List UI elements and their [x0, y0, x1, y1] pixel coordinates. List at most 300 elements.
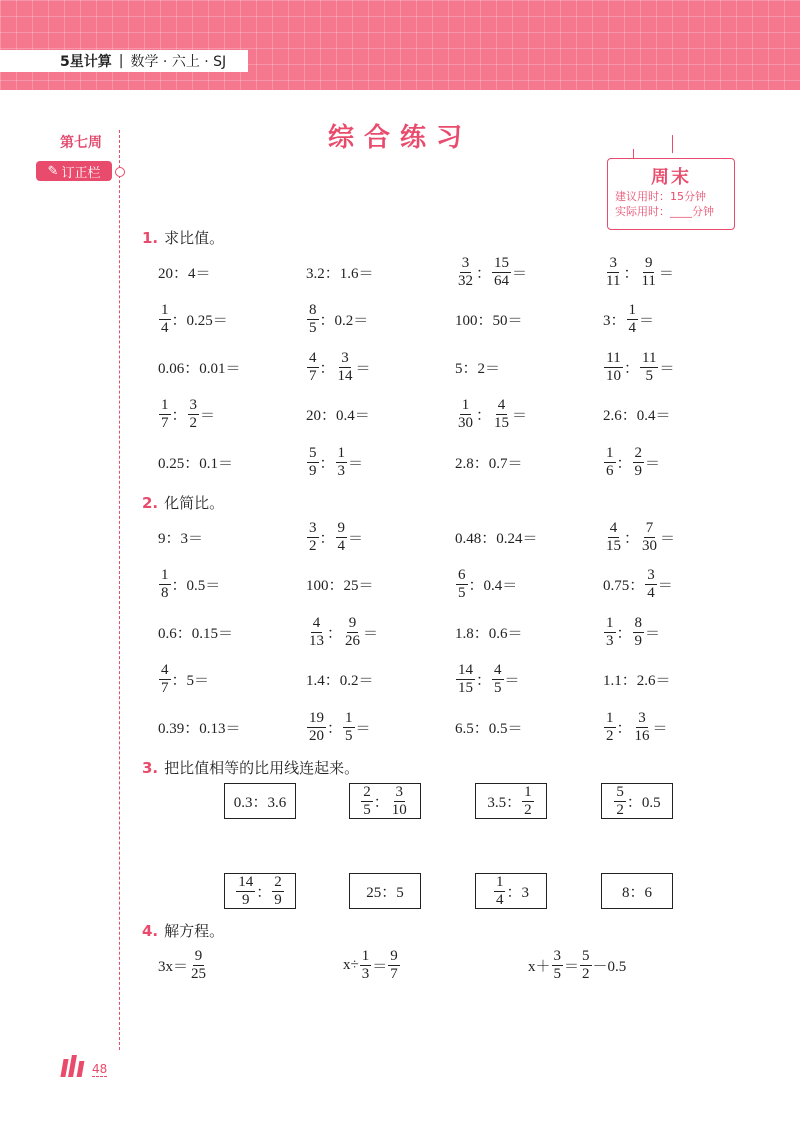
question-number: 3.	[142, 759, 159, 777]
denominator: 2	[606, 727, 614, 744]
denominator: 4	[495, 891, 504, 908]
expr-text: 8：6	[621, 884, 652, 901]
question-text: 化简比。	[164, 494, 225, 512]
numerator: 3	[647, 567, 655, 583]
expr-text: ：	[623, 265, 639, 282]
denominator: 9	[274, 891, 282, 908]
q2_rows-exercise	[306, 707, 371, 747]
expr-text: ：	[256, 884, 272, 901]
numerator: 7	[645, 519, 654, 536]
ratio-box[interactable]	[475, 783, 547, 819]
page-footer	[62, 1055, 107, 1077]
numerator: 3	[395, 783, 403, 800]
question-4-heading	[142, 920, 224, 941]
numerator: 5	[616, 783, 624, 800]
expr-text: ：	[476, 673, 492, 689]
denominator: 64	[494, 272, 510, 289]
fraction	[343, 710, 355, 745]
denominator: 4	[647, 585, 655, 601]
ratio-box[interactable]	[601, 873, 673, 909]
q1_rows-exercise	[455, 252, 527, 292]
fraction	[360, 948, 372, 983]
fraction	[456, 567, 468, 602]
expr-text: 0.75：	[603, 578, 645, 594]
q1_rows-exercise	[603, 395, 671, 435]
fraction	[336, 520, 348, 555]
numerator: 1	[606, 709, 614, 726]
q1_rows-exercise	[306, 252, 374, 292]
question-number: 1.	[142, 229, 159, 247]
fraction	[307, 520, 319, 555]
q2_rows-exercise	[158, 565, 220, 605]
denominator: 15	[606, 537, 621, 554]
denominator: 15	[494, 415, 510, 431]
denominator: 2	[189, 415, 198, 431]
q2_rows-exercise	[306, 612, 378, 652]
denominator: 11	[606, 272, 621, 289]
numerator: 8	[634, 614, 643, 631]
expr-text: ：	[616, 455, 632, 472]
denominator: 15	[458, 680, 473, 696]
denominator: 5	[309, 320, 317, 336]
denominator: 3	[361, 965, 370, 982]
numerator: 4	[312, 614, 321, 631]
fraction	[522, 784, 534, 819]
expr-text: 3.5：	[487, 794, 522, 811]
fraction	[604, 350, 623, 385]
expr-text: ：	[476, 408, 492, 424]
expr-text: ：	[319, 455, 335, 472]
ratio-box[interactable]	[475, 873, 547, 909]
week-label: 第七周	[60, 135, 102, 151]
expr-text: ：	[327, 625, 343, 642]
expr-text: ：	[319, 360, 335, 377]
expr-text: 2.6：0.4＝	[603, 408, 671, 424]
page-title: 综合练习	[327, 123, 472, 153]
question-text: 解方程。	[164, 922, 225, 940]
question-2-heading	[142, 492, 224, 513]
fraction	[159, 662, 171, 697]
q2_rows-exercise	[158, 707, 241, 747]
header-band	[0, 0, 800, 90]
expr-text: ＝	[658, 265, 674, 282]
numerator: 9	[644, 254, 653, 271]
fraction	[361, 784, 373, 819]
expr-text: x＋	[528, 958, 551, 975]
ratio-box[interactable]	[224, 783, 296, 819]
fraction	[604, 710, 616, 745]
q1_rows-exercise	[158, 252, 211, 292]
denominator: 2	[524, 801, 532, 818]
fraction	[336, 445, 348, 480]
book-icon	[60, 1059, 68, 1077]
fraction	[456, 397, 475, 432]
ratio-box[interactable]	[224, 873, 296, 909]
fraction	[633, 445, 645, 480]
divider-dot	[115, 167, 125, 177]
expr-text: ＝	[355, 720, 371, 737]
expr-text: 0.39：0.13＝	[158, 720, 241, 737]
question-number: 4.	[142, 922, 159, 940]
expr-text: 3.2：1.6＝	[306, 265, 374, 282]
denominator: 30	[642, 537, 658, 554]
fraction	[552, 948, 564, 983]
equation	[343, 945, 401, 985]
expr-text: ＝	[564, 958, 580, 975]
numerator: 3	[553, 947, 562, 964]
numerator: 4	[309, 349, 317, 366]
expr-text: ＝	[660, 530, 676, 547]
card-actual: 实际用时：____分钟	[615, 205, 714, 218]
numerator: 4	[609, 519, 618, 536]
card-suggest: 建议用时：15分钟	[615, 190, 706, 203]
denominator: 8	[161, 585, 169, 601]
expr-text: ＝	[348, 530, 364, 547]
denominator: 20	[309, 727, 324, 744]
denominator: 10	[606, 367, 621, 384]
expr-text: ：	[616, 720, 632, 737]
fraction	[307, 710, 326, 745]
q1_rows-exercise	[158, 300, 228, 340]
expr-text: －0.5	[592, 958, 627, 975]
expr-text: 3x＝	[158, 958, 189, 975]
q2_rows-exercise	[603, 660, 671, 700]
fraction	[645, 567, 657, 602]
q2_rows-exercise	[455, 660, 520, 700]
fraction	[236, 874, 255, 909]
q1_rows-exercise	[603, 442, 660, 482]
time-card	[607, 158, 735, 230]
expr-text: ：	[373, 794, 389, 811]
denominator: 4	[161, 320, 169, 336]
book-icon	[77, 1061, 85, 1077]
numerator: 9	[390, 947, 398, 964]
fraction	[159, 302, 171, 337]
numerator: 3	[189, 397, 198, 413]
denominator: 2	[616, 801, 624, 818]
fraction	[456, 255, 475, 290]
denominator: 26	[345, 632, 361, 649]
fraction	[390, 784, 409, 819]
expr-text: ：	[616, 625, 632, 642]
expr-text: ：	[327, 720, 343, 737]
expr-text: 3：	[603, 313, 626, 329]
denominator: 10	[391, 801, 407, 818]
fraction	[388, 948, 400, 983]
expr-text: ：0.5	[626, 794, 661, 811]
q2_rows-exercise	[603, 565, 673, 605]
denominator: 9	[634, 462, 643, 479]
expr-text: 2.8：0.7＝	[455, 455, 523, 472]
q1_rows-exercise	[603, 252, 674, 292]
q2_rows-exercise	[455, 707, 523, 747]
q1_rows-exercise	[306, 347, 371, 387]
numerator: 14	[238, 873, 254, 890]
denominator: 4	[337, 537, 346, 554]
expr-text: ：0.25＝	[171, 313, 228, 329]
fraction	[640, 520, 659, 555]
brand-label: 5星计算	[60, 54, 112, 70]
ratio-box[interactable]	[349, 783, 421, 819]
fraction	[604, 255, 622, 290]
denominator: 2	[582, 965, 590, 982]
q1_rows-exercise	[455, 395, 527, 435]
numerator: 1	[461, 397, 470, 413]
denominator: 5	[494, 680, 502, 696]
expr-text: ＝	[657, 578, 673, 594]
numerator: 2	[634, 444, 643, 461]
q2_rows-exercise	[306, 660, 374, 700]
numerator: 1	[161, 397, 169, 413]
fraction	[307, 302, 319, 337]
fraction	[640, 350, 658, 385]
numerator: 1	[345, 709, 353, 726]
expr-text: 1.1：2.6＝	[603, 673, 671, 689]
fraction	[336, 350, 355, 385]
numerator: 3	[341, 349, 349, 366]
expr-text: 0.48：0.24＝	[455, 530, 538, 547]
expr-text: ＝	[645, 455, 661, 472]
expr-text: 6.5：0.5＝	[455, 720, 523, 737]
denominator: 13	[309, 632, 324, 649]
fraction	[272, 874, 284, 909]
expr-text: ＝	[355, 360, 371, 377]
numerator: 14	[458, 662, 473, 678]
question-1-heading	[142, 227, 224, 248]
expr-text: 1.8：0.6＝	[455, 625, 523, 642]
expr-text: ：5＝	[171, 673, 210, 689]
numerator: 1	[361, 947, 370, 964]
fraction	[189, 948, 208, 983]
expr-text: 0.06：0.01＝	[158, 360, 241, 377]
fraction	[604, 615, 616, 650]
numerator: 4	[161, 662, 169, 678]
q2_rows-exercise	[603, 612, 660, 652]
correction-label: 订正栏	[61, 165, 101, 181]
q1_rows-exercise	[306, 442, 363, 482]
fraction	[604, 445, 616, 480]
numerator: 2	[363, 783, 371, 800]
fraction	[492, 255, 511, 290]
expr-text: 100：25＝	[306, 578, 374, 594]
denominator: 9	[241, 891, 250, 908]
question-text: 把比值相等的比用线连起来。	[164, 759, 360, 777]
numerator: 5	[582, 947, 590, 964]
ratio-box[interactable]	[601, 783, 673, 819]
fraction	[456, 662, 475, 697]
expr-text: ：	[319, 530, 335, 547]
card-title: 周末	[651, 167, 691, 188]
numerator: 3	[461, 254, 470, 271]
fraction	[614, 784, 626, 819]
denominator: 5	[553, 965, 562, 982]
expr-text: ＝	[504, 673, 520, 689]
denominator: 7	[161, 680, 169, 696]
numerator: 2	[274, 873, 282, 890]
q2_rows-exercise	[455, 517, 538, 557]
denominator: 5	[458, 585, 466, 601]
expr-text: ＝	[639, 313, 655, 329]
expr-text: ：	[624, 530, 640, 547]
numerator: 1	[161, 302, 169, 318]
denominator: 3	[337, 462, 346, 479]
numerator: 1	[524, 783, 532, 800]
fraction	[494, 874, 506, 909]
numerator: 4	[497, 397, 506, 413]
q1_rows-exercise	[158, 347, 241, 387]
denominator: 7	[309, 367, 317, 384]
numerator: 1	[337, 444, 346, 461]
denominator: 9	[634, 632, 643, 649]
expr-text: 25：5	[366, 884, 404, 901]
q1_rows-exercise	[603, 300, 654, 340]
fraction	[188, 397, 200, 432]
numerator: 5	[309, 444, 317, 461]
fraction	[159, 567, 171, 602]
denominator: 25	[191, 965, 207, 982]
expr-text: 0.3：3.6	[233, 794, 287, 811]
fraction	[307, 350, 319, 385]
equation	[528, 945, 626, 985]
denominator: 30	[458, 415, 473, 431]
expr-text: 0.25：0.1＝	[158, 455, 234, 472]
numerator: 19	[309, 709, 324, 726]
expr-text: ＝	[512, 265, 528, 282]
q1_rows-exercise	[306, 300, 368, 340]
denominator: 5	[363, 801, 371, 818]
q2_rows-exercise	[603, 707, 668, 747]
fraction	[343, 615, 362, 650]
numerator: 1	[606, 444, 614, 461]
expr-text: ＝	[652, 720, 668, 737]
q1_rows-exercise	[158, 442, 233, 482]
fraction	[159, 397, 171, 432]
denominator: 3	[606, 632, 614, 649]
q2_rows-exercise	[158, 517, 203, 557]
page-number: 48	[92, 1062, 108, 1076]
numerator: 3	[638, 709, 646, 726]
expr-text: ：0.4＝	[468, 578, 518, 594]
numerator: 9	[194, 947, 203, 964]
q2_rows-exercise	[158, 660, 209, 700]
q2_rows-exercise	[455, 565, 517, 605]
numerator: 3	[609, 254, 617, 271]
numerator: 9	[348, 614, 357, 631]
denominator: 7	[390, 965, 398, 982]
numerator: 1	[161, 567, 169, 583]
expr-text: ＝	[645, 625, 661, 642]
q1_rows-exercise	[158, 395, 215, 435]
q1_rows-exercise	[306, 395, 370, 435]
denominator: 5	[645, 367, 653, 384]
fraction	[633, 615, 645, 650]
q1_rows-exercise	[455, 300, 523, 340]
expr-text: 1.4：0.2＝	[306, 673, 374, 689]
expr-text: 9：3＝	[158, 530, 204, 547]
fraction	[307, 445, 319, 480]
q2_rows-exercise	[603, 517, 675, 557]
q2_rows-exercise	[158, 612, 233, 652]
fraction	[307, 615, 326, 650]
expr-text: ＝	[372, 958, 388, 975]
fraction	[604, 520, 623, 555]
equation	[158, 945, 209, 985]
fraction	[580, 948, 592, 983]
expr-text: x÷	[343, 956, 359, 973]
numerator: 9	[337, 519, 346, 536]
pencil-icon: ✎	[47, 163, 59, 179]
denominator: 16	[634, 727, 650, 744]
numerator: 1	[628, 302, 637, 318]
numerator: 6	[458, 567, 466, 583]
denominator: 9	[309, 462, 317, 479]
correction-divider	[119, 130, 120, 1050]
expr-text: ：3	[506, 884, 529, 901]
q2_rows-exercise	[306, 565, 374, 605]
expr-text: ＝	[200, 408, 216, 424]
ratio-box[interactable]	[349, 873, 421, 909]
book-icon	[68, 1055, 77, 1077]
expr-text: 0.6：0.15＝	[158, 625, 234, 642]
q2_rows-exercise	[306, 517, 363, 557]
denominator: 7	[161, 415, 169, 431]
expr-text: 20：0.4＝	[306, 408, 370, 424]
correction-badge	[36, 161, 112, 181]
q1_rows-exercise	[455, 347, 500, 387]
numerator: 1	[606, 614, 614, 631]
fraction	[633, 710, 652, 745]
expr-text: ：0.5＝	[171, 578, 221, 594]
q1_rows-exercise	[455, 442, 523, 482]
q1_rows-exercise	[603, 347, 674, 387]
expr-text: 100：50＝	[455, 313, 523, 329]
header-label	[0, 50, 248, 72]
expr-text: ＝	[363, 625, 379, 642]
denominator: 4	[628, 320, 637, 336]
denominator: 14	[337, 367, 353, 384]
denominator: 11	[641, 272, 656, 289]
expr-text: ＝	[659, 360, 675, 377]
fraction	[492, 397, 511, 432]
denominator: 5	[345, 727, 353, 744]
numerator: 8	[309, 302, 317, 318]
expr-text: 5：2＝	[455, 360, 501, 377]
denominator: 32	[458, 272, 473, 289]
expr-text: ：	[476, 265, 492, 282]
q2_rows-exercise	[455, 612, 523, 652]
expr-text: ：	[624, 360, 640, 377]
expr-text: ＝	[348, 455, 364, 472]
denominator: 6	[606, 462, 614, 479]
denominator: 2	[309, 537, 317, 554]
question-text: 求比值。	[164, 229, 225, 247]
expr-text: ：	[171, 408, 187, 424]
header-separator: |	[118, 53, 124, 69]
question-3-heading	[142, 757, 359, 778]
fraction	[639, 255, 657, 290]
numerator: 11	[642, 349, 657, 366]
numerator: 11	[606, 349, 621, 366]
expr-text: ：0.2＝	[319, 313, 369, 329]
subject-label: 数学 · 六上 · SJ	[130, 54, 227, 70]
question-number: 2.	[142, 494, 159, 512]
numerator: 15	[494, 254, 510, 271]
numerator: 1	[495, 873, 504, 890]
fraction	[627, 302, 639, 337]
expr-text: ＝	[512, 408, 528, 424]
numerator: 4	[494, 662, 502, 678]
expr-text: 20：4＝	[158, 265, 211, 282]
